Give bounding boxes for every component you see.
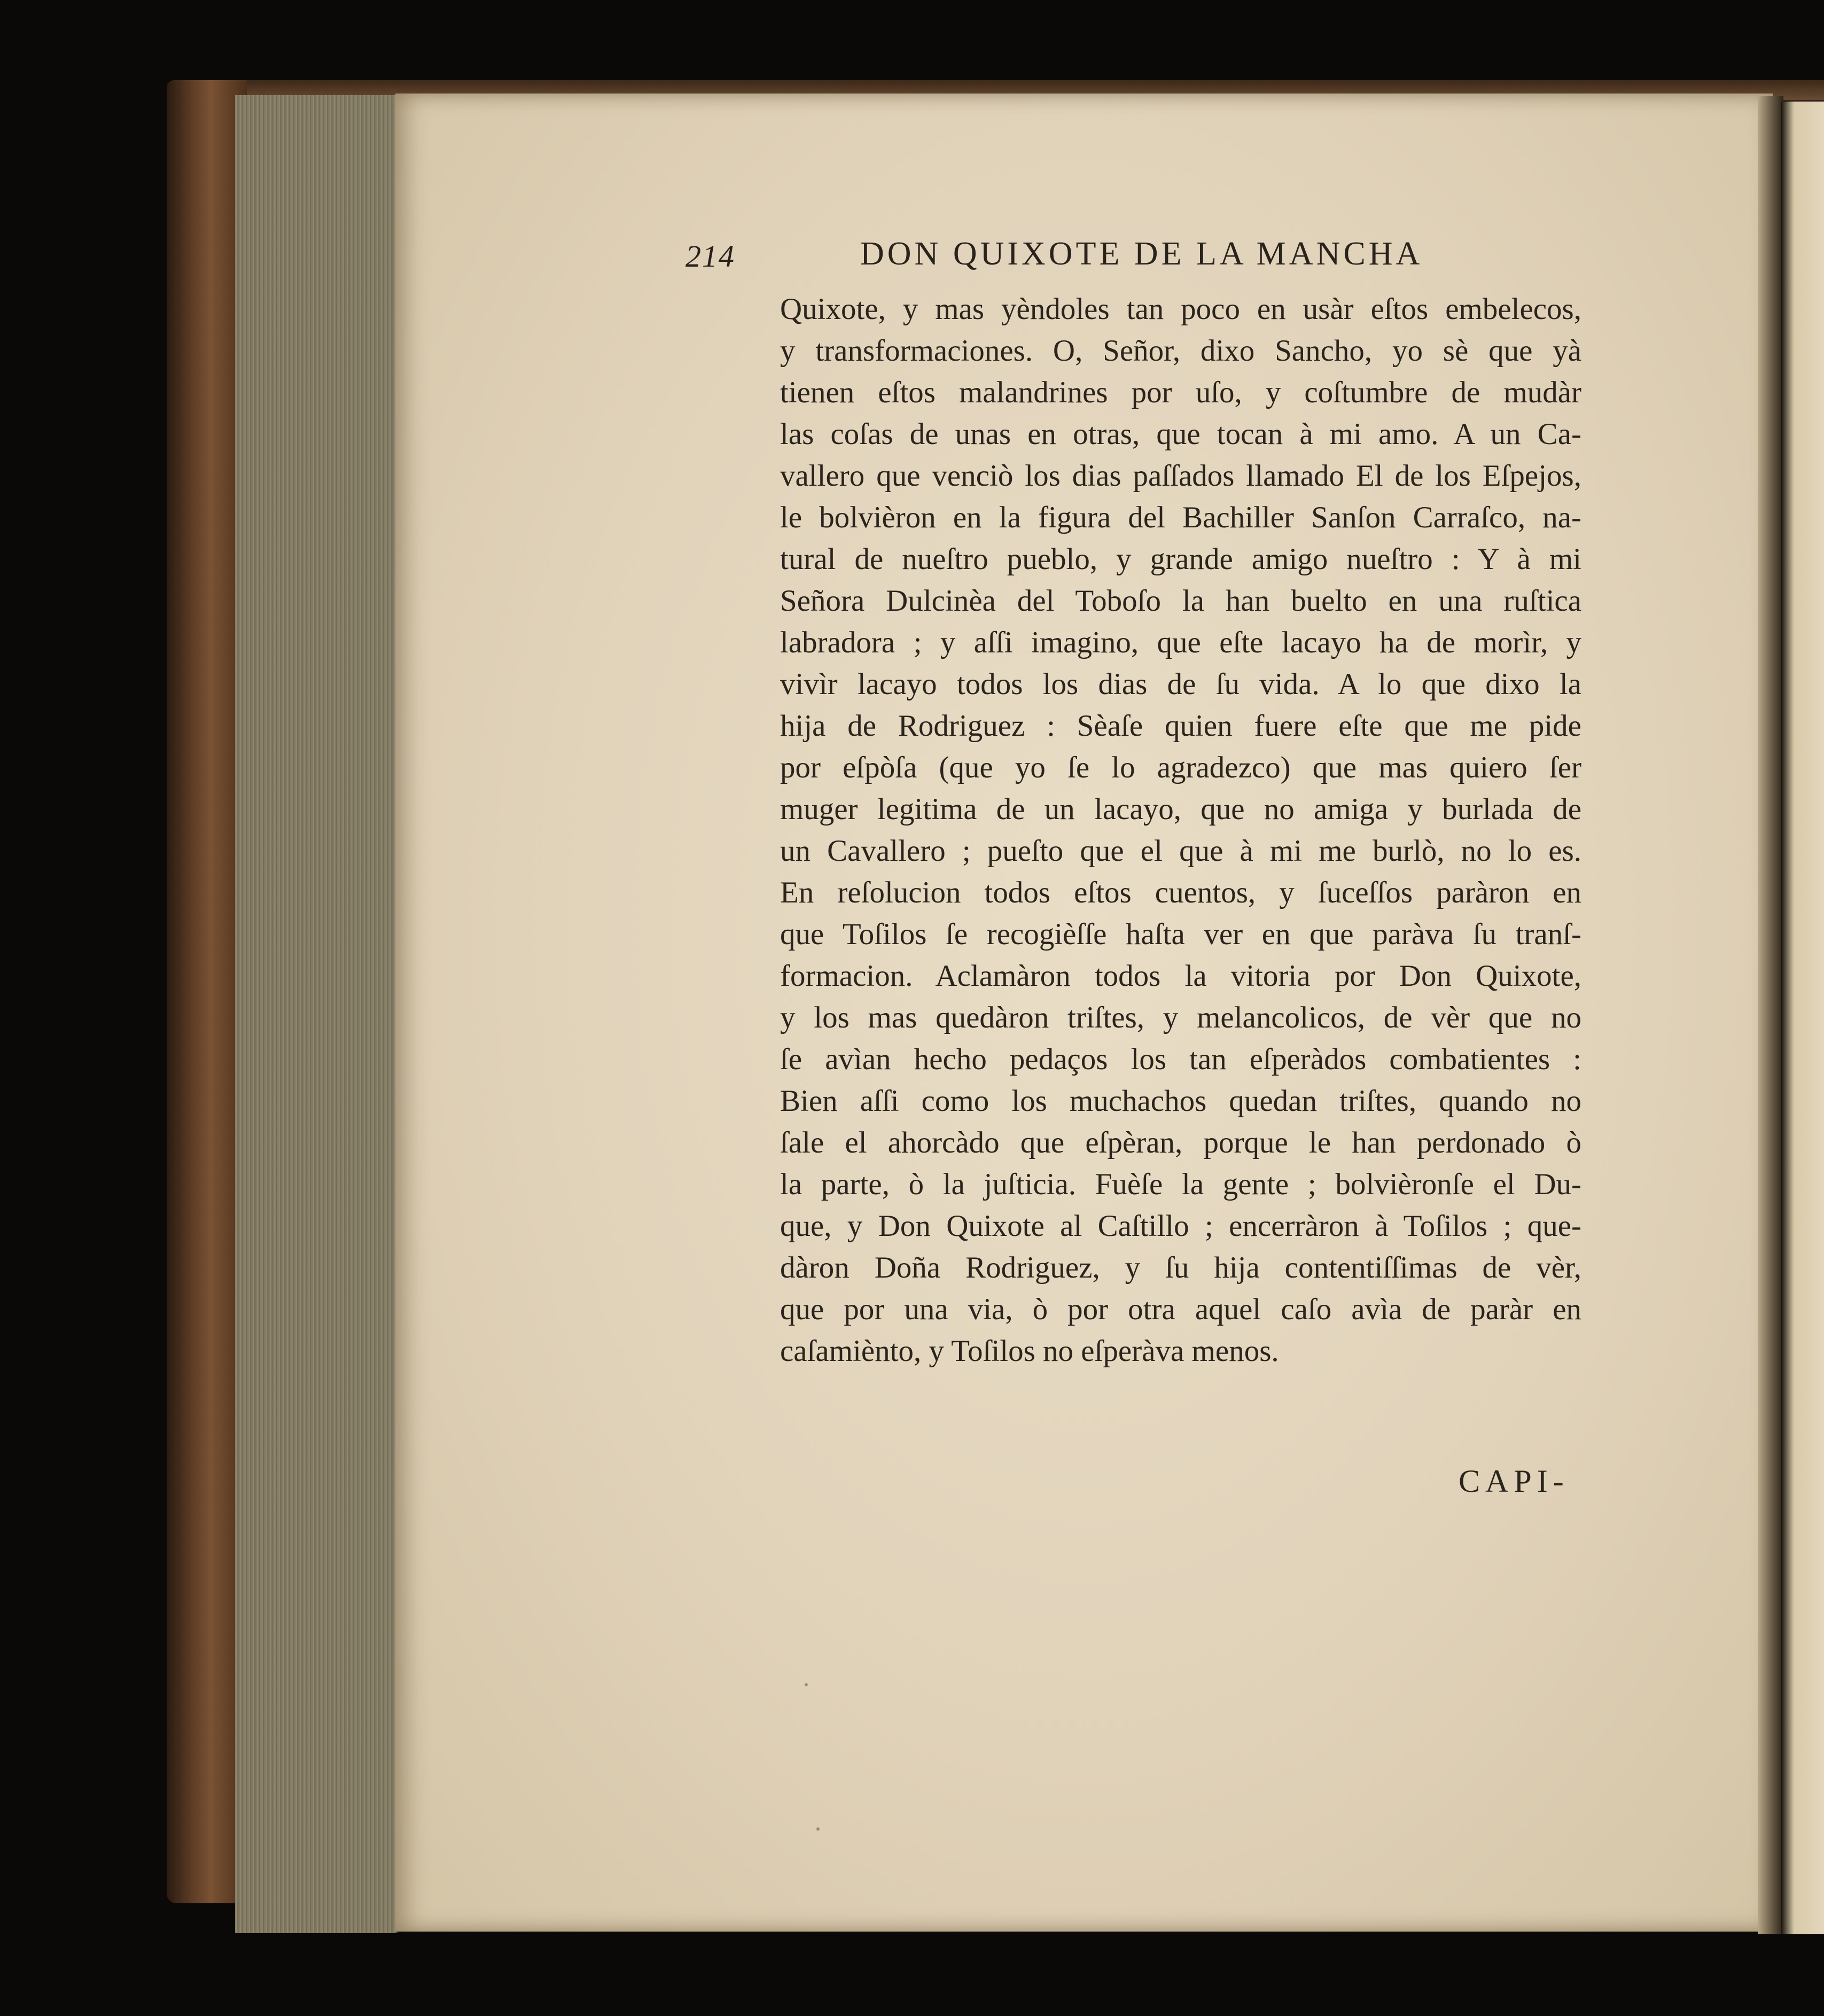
text-line: labradora ; y aſſi imagino, que eſte lacayo ha de morìr, y — [780, 626, 1581, 659]
text-line: caſamiènto, y Toſilos no eſperàva menos. — [780, 1334, 1279, 1368]
text-line: Señora Dulcinèa del Toboſo la han buelto en una ruſtica — [780, 584, 1581, 618]
text-line: y transformaciones. O, Señor, dixo Sancho, yo sè que yà — [780, 334, 1581, 368]
facing-page-edge — [1781, 102, 1824, 1934]
text-line: En reſolucion todos eſtos cuentos, y ſuceſſos paràron en — [780, 876, 1581, 909]
text-line: que por una via, ò por otra aquel caſo avìa de paràr en — [780, 1293, 1581, 1326]
text-line: que, y Don Quixote al Caſtillo ; encerràron à Toſilos ; que- — [780, 1209, 1581, 1243]
text-line: Quixote, y mas yèndoles tan poco en usàr eſtos embelecos, — [780, 292, 1581, 326]
ink-speck — [816, 1827, 820, 1831]
text-line: la parte, ò la juſticia. Fuèſe la gente ; bolvièronſe el Du- — [780, 1167, 1581, 1201]
text-line: tienen eſtos malandrines por uſo, y coſtumbre de mudàr — [780, 376, 1581, 409]
ink-speck — [805, 1683, 808, 1686]
text-line: que Toſilos ſe recogièſſe haſta ver en que paràva ſu tranſ- — [780, 917, 1581, 951]
page-number: 214 — [685, 239, 735, 274]
text-line: Bien aſſi como los muchachos quedan triſtes, quando no — [780, 1084, 1581, 1118]
text-line: ſe avìan hecho pedaços los tan eſperàdos combatientes : — [780, 1042, 1581, 1076]
text-line: formacion. Aclamàron todos la vitoria por Don Quixote, — [780, 959, 1581, 993]
text-line: tural de nueſtro pueblo, y grande amigo nueſtro : Y à mi — [780, 542, 1581, 576]
text-line: las coſas de unas en otras, que tocan à mi amo. A un Ca- — [780, 417, 1581, 451]
running-head: DON QUIXOTE DE LA MANCHA — [860, 236, 1423, 272]
text-line: ſale el ahorcàdo que eſpèran, porque le han perdonado ò — [780, 1126, 1581, 1159]
text-line: por eſpòſa (que yo ſe lo agradezco) que mas quiero ſer — [780, 751, 1581, 784]
book-gutter — [1758, 96, 1783, 1934]
text-line: un Cavallero ; pueſto que el que à mi me burlò, no lo es. — [780, 834, 1581, 868]
text-line: y los mas quedàron triſtes, y melancolicos, de vèr que no — [780, 1001, 1581, 1034]
text-line: vivìr lacayo todos los dias de ſu vida. A lo que dixo la — [780, 667, 1581, 701]
text-line: hija de Rodriguez : Sèaſe quien fuere eſte que me pide — [780, 709, 1581, 743]
text-line: dàron Doña Rodriguez, y ſu hija contentiſſimas de vèr, — [780, 1251, 1581, 1285]
catchword: CAPI- — [1459, 1464, 1569, 1499]
text-line: le bolvièron en la figura del Bachiller Sanſon Carraſco, na- — [780, 501, 1581, 534]
page-block-edges — [235, 95, 397, 1933]
text-line: muger legitima de un lacayo, que no amiga y burlada de — [780, 792, 1581, 826]
body-text — [780, 289, 1581, 1372]
text-line: vallero que venciò los dias paſſados llamado El de los Eſpejos, — [780, 459, 1581, 493]
